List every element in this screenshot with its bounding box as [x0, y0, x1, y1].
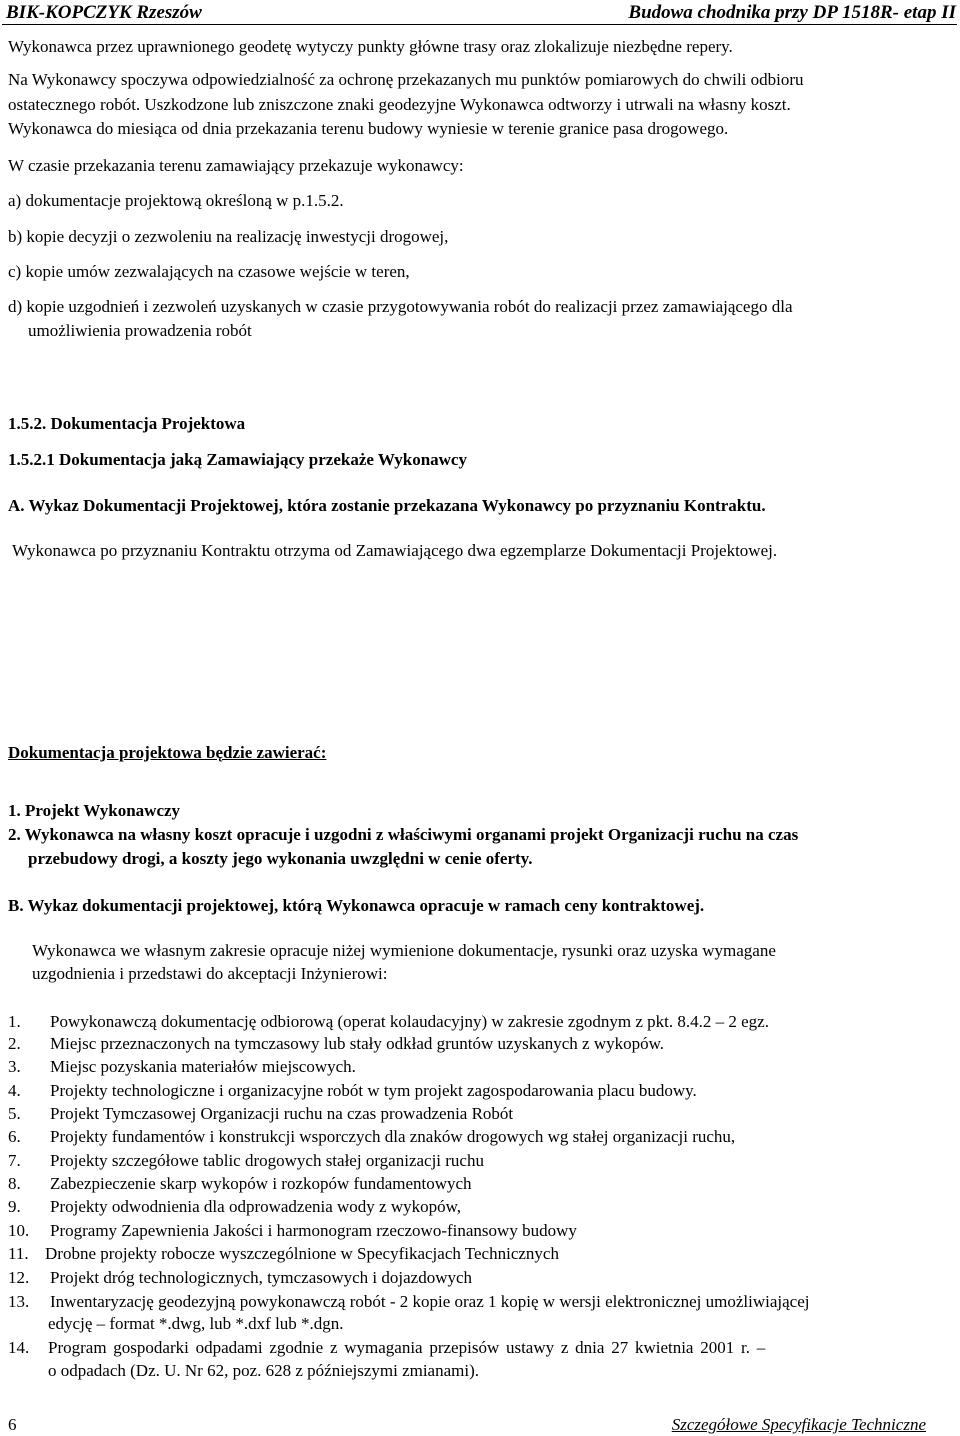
- intro-line-6: a) dokumentacje projektową określoną w p.1.5.2.: [8, 191, 344, 210]
- intro-line-1: Wykonawca przez uprawnionego geodetę wytyczy punkty główne trasy oraz zlokalizuje niezbędne repery.: [8, 37, 733, 56]
- list-item-text: Program gospodarki odpadami zgodnie z wymagania przepisów ustawy z dnia 27 kwietnia 2001 r. –: [48, 1338, 766, 1357]
- section-heading-a: A. Wykaz Dokumentacji Projektowej, która zostanie przekazana Wykonawcy po przyznaniu Kontraktu.: [8, 496, 766, 515]
- list-item-text: Projekt Tymczasowej Organizacji ruchu na czas prowadzenia Robót: [50, 1104, 514, 1123]
- list-item-text: Projekty odwodnienia dla odprowadzenia wody z wykopów,: [50, 1197, 462, 1216]
- footer-title: Szczegółowe Specyfikacje Techniczne: [671, 1415, 926, 1434]
- intro-line-4: Wykonawca do miesiąca od dnia przekazania terenu budowy wyniesie w terenie granice pasa drogowego.: [8, 119, 729, 138]
- list-item-number: 12.: [8, 1268, 30, 1287]
- header-left: BIK-KOPCZYK Rzeszów: [6, 2, 202, 23]
- intro-line-3: ostatecznego robót. Uszkodzone lub zniszczone znaki geodezyjne Wykonawca odtworzy i utrwali na własny koszt.: [8, 95, 791, 114]
- intro-line-5: W czasie przekazania terenu zamawiający przekazuje wykonawcy:: [8, 156, 464, 175]
- list-item-text: Drobne projekty robocze wyszczególnione w Specyfikacjach Technicznych: [45, 1244, 559, 1263]
- list-item-text: Projekty technologiczne i organizacyjne robót w tym projekt zagospodarowania placu budowy.: [50, 1081, 697, 1100]
- list-item-number: 2.: [8, 1034, 21, 1053]
- list-item-text: Projekty szczegółowe tablic drogowych stałej organizacji ruchu: [50, 1151, 484, 1170]
- list-item-number: 4.: [8, 1081, 21, 1100]
- list-item-text: Programy Zapewnienia Jakości i harmonogram rzeczowo-finansowy budowy: [50, 1221, 577, 1240]
- list-item-number: 6.: [8, 1127, 21, 1146]
- paragraph-b-line-1: Wykonawca we własnym zakresie opracuje niżej wymienione dokumentacje, rysunki oraz uzyska wymagane: [32, 941, 776, 960]
- list-item-number: 10.: [8, 1221, 30, 1240]
- section-heading-152: 1.5.2. Dokumentacja Projektowa: [8, 414, 246, 433]
- list-item-text: Inwentaryzację geodezyjną powykonawczą robót - 2 kopie oraz 1 kopię w wersji elektronicznej umożliwiającej: [50, 1292, 810, 1311]
- list-item-text-cont: edycję – format *.dwg, lub *.dxf lub *.dgn.: [48, 1314, 344, 1333]
- intro-line-8: c) kopie umów zezwalających na czasowe wejście w teren,: [8, 262, 410, 281]
- intro-line-7: b) kopie decyzji o zezwoleniu na realizację inwestycji drogowej,: [8, 227, 449, 246]
- header-rule: [2, 24, 957, 25]
- list-item-number: 13.: [8, 1292, 30, 1311]
- list-item-number: 5.: [8, 1104, 21, 1123]
- footer-page-number: 6: [8, 1415, 17, 1434]
- list-item-text-cont: o odpadach (Dz. U. Nr 62, poz. 628 z późniejszymi zmianami).: [48, 1361, 480, 1380]
- list-item-number: 3.: [8, 1057, 21, 1076]
- list-item-number: 7.: [8, 1151, 21, 1170]
- intro-line-9: d) kopie uzgodnień i zezwoleń uzyskanych w czasie przygotowywania robót do realizacji przez zamawiającego dla: [8, 297, 793, 316]
- doc-item-1: 1. Projekt Wykonawczy: [8, 801, 181, 820]
- list-item-text: Zabezpieczenie skarp wykopów i rozkopów fundamentowych: [50, 1174, 472, 1193]
- paragraph-a: Wykonawca po przyznaniu Kontraktu otrzyma od Zamawiającego dwa egzemplarze Dokumentacji Projektowej.: [12, 541, 778, 560]
- doc-item-2-line-2: przebudowy drogi, a koszty jego wykonania uwzględni w cenie oferty.: [28, 849, 533, 868]
- intro-line-2: Na Wykonawcy spoczywa odpowiedzialność za ochronę przekazanych mu punktów pomiarowych do chwili odbioru: [8, 70, 804, 89]
- list-item-number: 11.: [8, 1244, 29, 1263]
- section-heading-1521: 1.5.2.1 Dokumentacja jaką Zamawiający przekaże Wykonawcy: [8, 450, 467, 469]
- list-item-text: Projekty fundamentów i konstrukcji wsporczych dla znaków drogowych wg stałej organizacji ruchu,: [50, 1127, 736, 1146]
- intro-line-10: umożliwienia prowadzenia robót: [28, 321, 252, 340]
- header-right: Budowa chodnika przy DP 1518R- etap II: [628, 2, 956, 23]
- list-item-text: Miejsc przeznaczonych na tymczasowy lub stały odkład gruntów uzyskanych z wykopów.: [50, 1034, 665, 1053]
- list-item-text: Miejsc pozyskania materiałów miejscowych.: [50, 1057, 356, 1076]
- list-item-number: 8.: [8, 1174, 21, 1193]
- doc-item-2-line-1: 2. Wykonawca na własny koszt opracuje i uzgodni z właściwymi organami projekt Organizacji ruchu na czas: [8, 825, 799, 844]
- paragraph-b-line-2: uzgodnienia i przedstawi do akceptacji Inżynierowi:: [32, 964, 388, 983]
- list-item-text: Projekt dróg technologicznych, tymczasowych i dojazdowych: [50, 1268, 473, 1287]
- list-item-text: Powykonawczą dokumentację odbiorową (operat kolaudacyjny) w zakresie zgodnym z pkt. 8.4.2 – 2 egz.: [50, 1012, 769, 1031]
- list-item-number: 9.: [8, 1197, 21, 1216]
- list-item-number: 14.: [8, 1338, 30, 1357]
- doc-heading: Dokumentacja projektowa będzie zawierać:: [8, 743, 327, 762]
- list-item-number: 1.: [8, 1012, 21, 1031]
- section-heading-b: B. Wykaz dokumentacji projektowej, którą Wykonawca opracuje w ramach ceny kontraktowej.: [8, 896, 705, 915]
